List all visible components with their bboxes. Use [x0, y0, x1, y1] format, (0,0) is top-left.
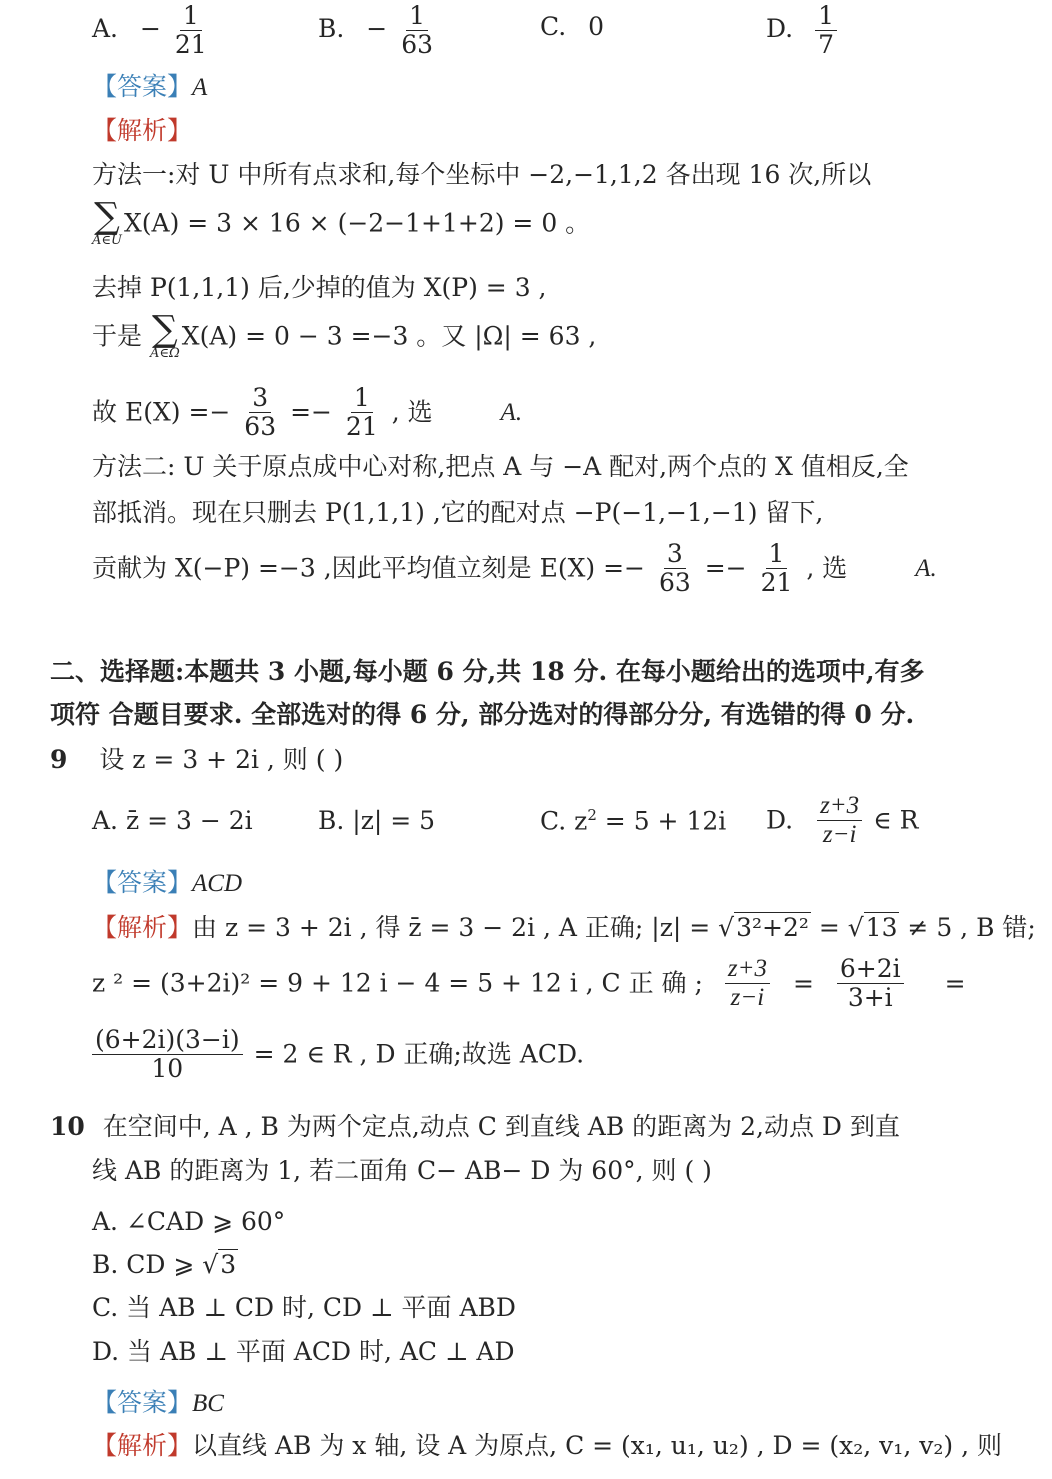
q8-answer: 【答案】A: [92, 72, 208, 101]
q8-option-a-fraction: $\frac{1}{21}$: [174, 1, 207, 59]
q10-analysis-line1: 【解析】以直线 AB 为 x 轴, 设 A 为原点, C = (x₁, u₁, u₂) , D = (x₂, v₁, v₂) , 则: [92, 1431, 1002, 1460]
question-number: 10: [50, 1112, 85, 1141]
q8-analysis-tag: 【解析】: [92, 116, 193, 145]
section2-heading-line1: 二、选择题:本题共 3 小题,每小题 6 分,共 18 分. 在每小题给出的选项中,有多: [50, 657, 925, 686]
q10-stem-line2: 线 AB 的距离为 1, 若二面角 C− AB− D 为 60°, 则 ( ): [92, 1156, 712, 1185]
summation-symbol: ∑ A∈Ω: [149, 309, 180, 362]
fraction: $\frac{z+3}{z-i}$: [725, 955, 770, 1012]
fraction: $\frac{3}{63}$: [658, 539, 691, 597]
analysis-tag: 【解析】: [92, 913, 193, 942]
q9-option-b: B. |z| = 5: [318, 806, 436, 835]
q10-option-c: C. 当 AB ⊥ CD 时, CD ⊥ 平面 ABD: [92, 1293, 516, 1322]
q8-method2-line2: 部抵消。现在只删去 P(1,1,1) ,它的配对点 −P(−1,−1,−1) 留下,: [92, 498, 824, 527]
answer-tag: 【答案】: [92, 72, 193, 101]
fraction: $\frac{1}{21}$: [760, 539, 793, 597]
q8-method1-line3: 去掉 P(1,1,1) 后,少掉的值为 X(P) = 3 ,: [92, 273, 547, 302]
q8-method2-line3: 贡献为 X(−P) =−3 ,因此平均值立刻是 E(X) =− $\frac{3}{63}$ =− $\frac{1}{21}$ , 选 A.: [92, 539, 937, 597]
q8-options: [92, 2, 213, 59]
q10-answer: 【答案】BC: [92, 1388, 224, 1417]
answer-tag: 【答案】: [92, 868, 193, 897]
q9-option-c: C. $z^2 = 5 + 12i$: [540, 806, 727, 836]
q9-analysis-line2: z ² = (3+2i)² = 9 + 12 i − 4 = 5 + 12 i , C 正 确 ; $\frac{z+3}{z-i}$ = $\frac{6+2i}{3+i}$ =: [92, 954, 966, 1012]
question-number: 9: [50, 745, 68, 774]
q8-method2-line1: 方法二: U 关于原点成中心对称,把点 A 与 −A 配对,两个点的 X 值相反,全: [92, 452, 909, 481]
q8-option-d-fraction: $\frac{1}{7}$: [815, 2, 837, 59]
q8-option-c: C. 0: [540, 12, 605, 41]
q8-method1-sum-line: ∑ A∈U X(A) = 3 × 16 × (−2−1+1+2) = 0 。: [92, 196, 591, 249]
q8-option-d: D. $\frac{1}{7}$: [766, 2, 840, 59]
q8-method1-line4: 于是 ∑ A∈Ω X(A) = 0 − 3 =−3 。又 |Ω| = 63 ,: [92, 309, 597, 362]
q8-method1-line5: 故 E(X) =− $\frac{3}{63}$ =− $\frac{1}{21}$ , 选 A.: [92, 383, 523, 441]
section2-heading-line2: 项符 合题目要求. 全部选对的得 6 分, 部分选对的得部分分, 有选错的得 0 分.: [50, 700, 915, 729]
analysis-tag: 【解析】: [92, 1431, 193, 1460]
fraction: $\frac{(6+2i)(3-i)}{10}$: [92, 1026, 243, 1083]
q9-analysis-line1: 【解析】由 z = 3 + 2i , 得 z̄ = 3 − 2i , A 正确; |z| = √3²+2² = √13 ≠ 5 , B 错;: [92, 913, 1036, 942]
q8-option-b: B. − $\frac{1}{63}$: [318, 2, 439, 59]
q8-option-b-fraction: $\frac{1}{63}$: [401, 1, 433, 59]
q9-answer: 【答案】ACD: [92, 868, 243, 897]
fraction: $\frac{6+2i}{3+i}$: [837, 955, 904, 1012]
q9-analysis-line3: $\frac{(6+2i)(3-i)}{10}$ = 2 ∈ R , D 正确;故选 ACD.: [92, 1026, 584, 1083]
q9-option-a: A. z̄ = 3 − 2i: [92, 806, 253, 835]
fraction: $\frac{1}{21}$: [345, 383, 378, 441]
q10-option-d: D. 当 AB ⊥ 平面 ACD 时, AC ⊥ AD: [92, 1337, 515, 1366]
q10-stem-line1: 10 在空间中, A , B 为两个定点,动点 C 到直线 AB 的距离为 2,动点 D 到直: [50, 1112, 900, 1141]
q10-option-a: A. ∠CAD ⩾ 60°: [92, 1207, 286, 1236]
fraction: $\frac{3}{63}$: [244, 383, 277, 441]
q10-option-b: B. CD ⩾ √3: [92, 1250, 237, 1279]
q9-stem: 9 设 z = 3 + 2i , 则 ( ): [50, 745, 344, 774]
fraction: $\frac{z+3}{z-i}$: [817, 792, 862, 849]
q8-method1-line1: 方法一:对 U 中所有点求和,每个坐标中 −2,−1,1,2 各出现 16 次,所以: [92, 160, 872, 189]
answer-tag: 【答案】: [92, 1388, 193, 1417]
q9-option-d: D. $\frac{z+3}{z-i}$ ∈ R: [766, 792, 919, 848]
q8-option-a: A. − $\frac{1}{21}$: [92, 14, 213, 43]
summation-symbol: ∑ A∈U: [92, 196, 122, 249]
